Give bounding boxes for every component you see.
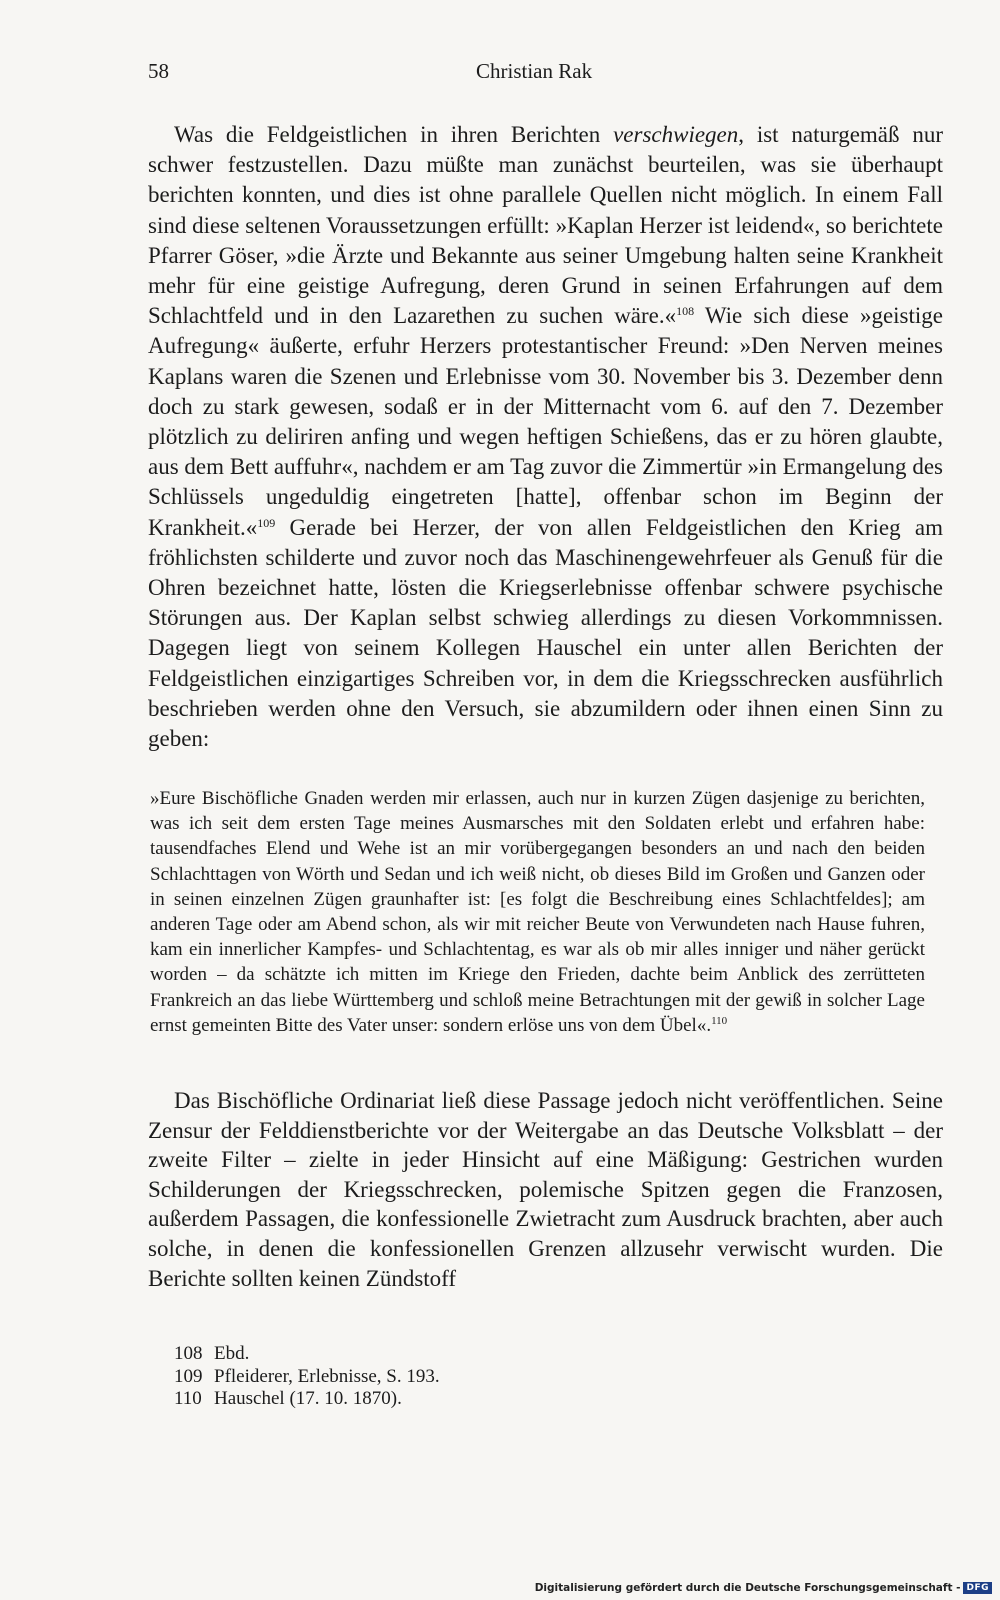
footnote-number: 108 xyxy=(174,1343,203,1364)
footnote xyxy=(174,1388,774,1411)
body-paragraph-2 xyxy=(148,1086,943,1293)
footnote-number: 110 xyxy=(174,1388,202,1409)
paragraph-1-emphasis: verschwiegen xyxy=(613,122,739,147)
footnote-ref-109[interactable]: 109 xyxy=(257,515,276,530)
credit-text: Digitalisierung gefördert durch die Deutsche Forschungsgemeinschaft - xyxy=(534,1582,961,1594)
footnote-text: Hauschel (17. 10. 1870). xyxy=(214,1388,402,1409)
dfg-logo[interactable]: DFG xyxy=(963,1582,992,1594)
footnote xyxy=(174,1343,774,1366)
paragraph-1-part-a: Was die Feldgeistlichen in ihren Berichten xyxy=(174,122,614,147)
footnote-ref-108[interactable]: 108 xyxy=(676,304,695,319)
paragraph-2-text: Das Bischöfliche Ordinariat ließ diese Passage jedoch nicht veröffentlichen. Seine Zensur der Felddienstberichte vor der Weitergabe an das Deutsche Volksblatt – der zweite Filter – zielte in jeder Hinsicht auf eine Mäßigung: Gestrichen wurden Schilderungen der Kriegsschrecken, polemische Spitzen gegen die Franzosen, außerdem Passagen, die konfessionelle Zwietracht zum Ausdruck brachten, aber auch solche, in denen die konfessionellen Grenzen allzusehr verwischt wurden. Die Berichte sollten keinen Zündstoff xyxy=(148,1088,943,1291)
running-head-author: Christian Rak xyxy=(476,59,593,83)
paragraph-1-part-c: Wie sich diese »geistige Aufregung« äußerte, erfuhr Herzers protestantischer Freund: »Den Nerven meines Kaplans waren die Szenen und Erlebnisse vom 30. November bis 3. Dezember denn doch zu stark gewesen, sodaß er in der Mitternacht vom 6. auf den 7. Dezember plötzlich zu deliriren anfing und wegen heftigen Schießens, das er zu hören glaubte, aus dem Bett auffuhr«, nachdem er am Tag zuvor die Zimmertür »in Ermangelung des Schlüssels ungeduldig eingetreten [hatte], offenbar schon im Beginn der Krankheit.« xyxy=(148,303,943,540)
footnote-number: 109 xyxy=(174,1365,203,1387)
body-paragraph-1 xyxy=(148,120,943,754)
paragraph-1-part-b: , ist naturgemäß nur schwer festzustellen. Dazu müßte man zunächst beurteilen, was sie überhaupt berichten konnten, und dies ist ohne parallele Quellen nicht möglich. In einem Fall sind diese seltenen Voraussetzungen erfüllt: »Kaplan Herzer ist leidend«, so berichtete Pfarrer Göser, »die Ärzte und Bekannte aus seiner Umgebung halten seine Krankheit mehr für eine geistige Aufregung, deren Grund in seinen Erfahrungen auf dem Schlachtfeld und in den Lazarethen zu suchen wäre.« xyxy=(148,122,943,329)
footnotes xyxy=(174,1343,774,1411)
footnote-text: Pfleiderer, Erlebnisse, S. 193. xyxy=(214,1365,440,1387)
paragraph-1-text xyxy=(148,120,943,754)
footnote xyxy=(174,1366,774,1389)
paragraph-1-part-d: Gerade bei Herzer, der von allen Feldgeistlichen den Krieg am fröhlichsten schilderte und zuvor noch das Maschinengewehrfeuer als Genuß für die Ohren bezeichnet hatte, lösten die Kriegserlebnisse offenbar schwere psychische Störungen aus. Der Kaplan selbst schwieg allerdings zu diesen Vorkommnissen. Dagegen liegt von seinem Kollegen Hauschel ein unter allen Berichten der Feldgeistlichen einzigartiges Schreiben vor, in dem die Kriegsschrecken ausführlich beschrieben werden ohne den Versuch, sie abzumildern oder ihnen einen Sinn zu geben: xyxy=(148,514,943,752)
footnote-text: Ebd. xyxy=(214,1343,250,1364)
block-quote-text: »Eure Bischöfliche Gnaden werden mir erlassen, auch nur in kurzen Zügen dasjenige zu berichten, was ich seit dem ersten Tage meines Ausmarsches mit den Soldaten erlebt und erfahren habe: tausendfaches Elend und Wehe ist an mir vorübergegangen besonders an und nach den beiden Schlachttagen von Wörth und Sedan und ich weiß nicht, ob dieses Bild im Großen und Ganzen oder in seinen einzelnen Zügen graunhafter ist: [es folgt die Beschreibung eines Schlachtfeldes]; am anderen Tage oder am Abend schon, als wir mit reicher Beute von Verwundeten nach Hause fuhren, kam ein innerlicher Kampfes- und Schlachtentag, es war als ob mir alles inniger und näher gerückt worden – da schätzte ich mitten im Kriege den Frieden, dachte beim Anblick des zerrütteten Frankreich an das liebe Württemberg und schloß meine Betrachtungen mit der gewiß in solcher Lage ernst gemeinten Bitte des Vater unser: sondern erlöse uns von dem Übel«. xyxy=(150,788,925,1036)
block-quote xyxy=(150,786,925,1038)
page-number: 58 xyxy=(148,59,169,83)
footnote-ref-110[interactable]: 110 xyxy=(711,1014,728,1027)
digitization-credit xyxy=(535,1582,992,1594)
